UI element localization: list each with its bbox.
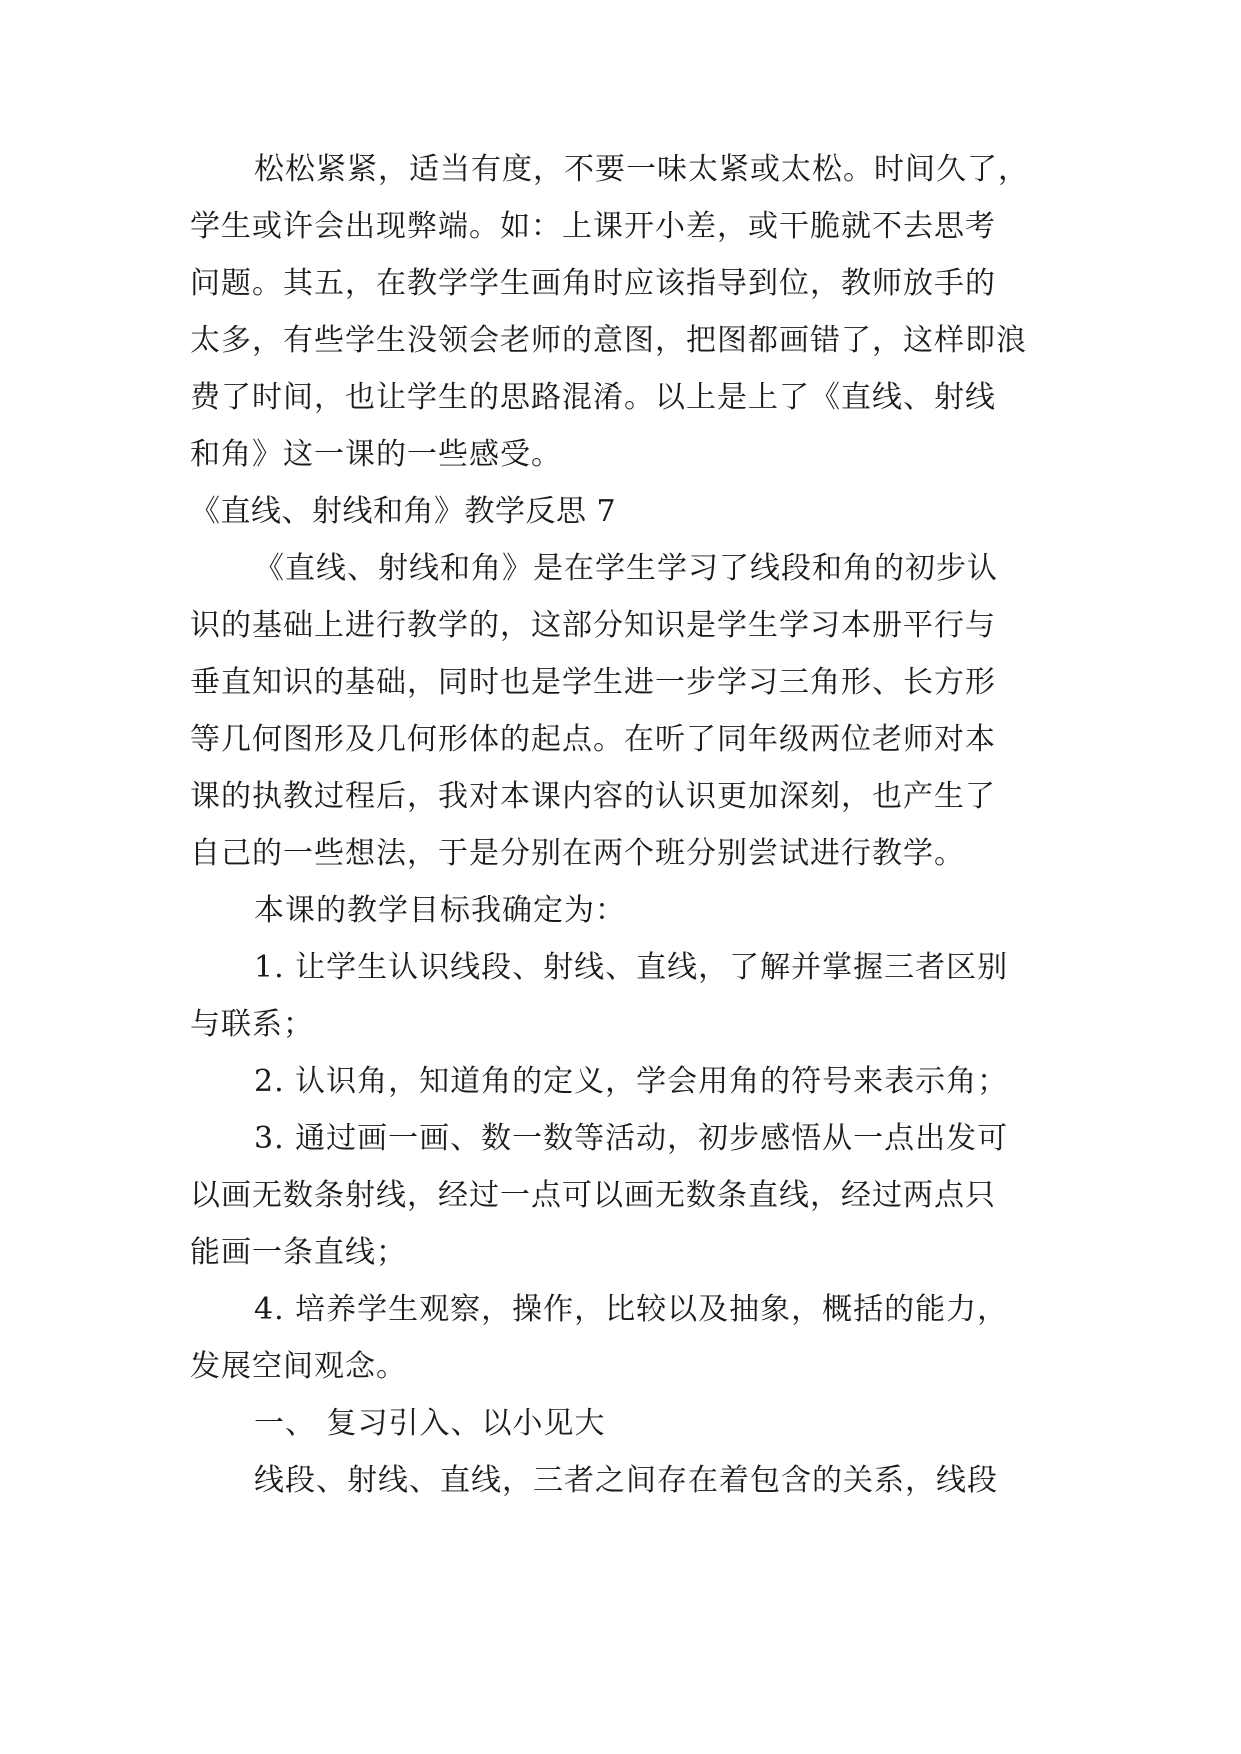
list-item-2: 2. 认识角，知道角的定义，学会用角的符号来表示角； [254, 1064, 1009, 1099]
subsection-heading: 一、 复习引入、以小见大 [254, 1406, 606, 1441]
paragraph-line: 以画无数条射线，经过一点可以画无数条直线，经过两点只 [190, 1178, 996, 1213]
paragraph-line: 本课的教学目标我确定为： [254, 893, 626, 928]
list-item-4: 4. 培养学生观察，操作，比较以及抽象，概括的能力， [254, 1292, 1009, 1327]
paragraph-line: 等几何图形及几何形体的起点。在听了同年级两位老师对本 [190, 722, 996, 757]
paragraph-line: 发展空间观念。 [190, 1349, 407, 1384]
paragraph-line: 垂直知识的基础，同时也是学生进一步学习三角形、长方形 [190, 665, 996, 700]
paragraph-line: 问题。其五，在教学学生画角时应该指导到位，教师放手的 [190, 266, 996, 301]
paragraph-line: 松松紧紧，适当有度，不要一味太紧或太松。时间久了， [254, 152, 1029, 187]
paragraph-line: 《直线、射线和角》是在学生学习了线段和角的初步认 [254, 551, 998, 586]
paragraph-line: 自己的一些想法，于是分别在两个班分别尝试进行教学。 [190, 836, 965, 871]
paragraph-line: 太多，有些学生没领会老师的意图，把图都画错了，这样即浪 [190, 323, 1027, 358]
paragraph-line: 能画一条直线； [190, 1235, 407, 1270]
list-item-1: 1. 让学生认识线段、射线、直线，了解并掌握三者区别 [254, 950, 1009, 985]
paragraph-line: 费了时间，也让学生的思路混淆。以上是上了《直线、射线 [190, 380, 996, 415]
list-item-3: 3. 通过画一画、数一数等活动，初步感悟从一点出发可 [254, 1121, 1009, 1156]
paragraph-line: 线段、射线、直线，三者之间存在着包含的关系，线段 [254, 1463, 998, 1498]
paragraph-line: 学生或许会出现弊端。如：上课开小差，或干脆就不去思考 [190, 209, 996, 244]
section-heading: 《直线、射线和角》教学反思 7 [190, 494, 617, 529]
paragraph-line: 识的基础上进行教学的，这部分知识是学生学习本册平行与 [190, 608, 996, 643]
paragraph-line: 课的执教过程后，我对本课内容的认识更加深刻，也产生了 [190, 779, 996, 814]
paragraph-line: 与联系； [190, 1007, 314, 1042]
paragraph-line: 和角》这一课的一些感受。 [190, 437, 562, 472]
